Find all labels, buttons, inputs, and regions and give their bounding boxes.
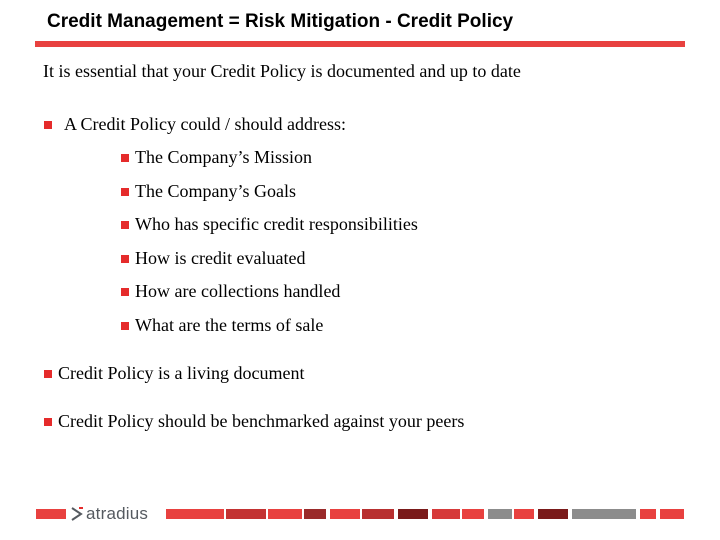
slide-title: Credit Management = Risk Mitigation - Credit Policy xyxy=(47,11,514,32)
sub-bullet-label: The Company’s Mission xyxy=(135,147,313,167)
sub-bullet-item xyxy=(121,181,296,202)
bullet-square-icon xyxy=(121,188,129,196)
sub-bullet-item xyxy=(121,248,305,269)
logo-chevron-icon xyxy=(70,506,84,522)
bottom-bullet-label: Credit Policy should be benchmarked against your peers xyxy=(58,411,465,431)
bullet-square-icon xyxy=(44,418,52,426)
sub-bullet-label: The Company’s Goals xyxy=(135,181,296,201)
sub-bullet-item xyxy=(121,315,323,336)
sub-bullet-item xyxy=(121,147,312,168)
bullet-square-icon xyxy=(121,322,129,330)
sub-bullet-label: Who has specific credit responsibilities xyxy=(135,214,418,234)
sub-bullet-item xyxy=(121,214,418,235)
title-underline xyxy=(35,41,685,47)
sub-bullet-label: How is credit evaluated xyxy=(135,248,306,268)
bottom-bullet-item xyxy=(44,411,464,432)
sub-bullet-label: How are collections handled xyxy=(135,281,341,301)
bullet-square-icon xyxy=(121,288,129,296)
bullet-square-icon xyxy=(121,221,129,229)
sub-bullet-item xyxy=(121,281,340,302)
bullet-square-icon xyxy=(121,255,129,263)
main-bullet-label: A Credit Policy could / should address: xyxy=(64,114,346,134)
sub-bullet-label: What are the terms of sale xyxy=(135,315,324,335)
intro-text: It is essential that your Credit Policy is documented and up to date xyxy=(43,61,521,81)
bullet-square-icon xyxy=(44,370,52,378)
main-bullet xyxy=(44,114,346,135)
bottom-bullet-label: Credit Policy is a living document xyxy=(58,363,305,383)
bottom-bullet-item xyxy=(44,363,304,384)
bullet-square-icon xyxy=(121,154,129,162)
bullet-square-icon xyxy=(44,121,52,129)
logo-text: atradius xyxy=(86,504,149,523)
atradius-logo xyxy=(70,500,162,528)
